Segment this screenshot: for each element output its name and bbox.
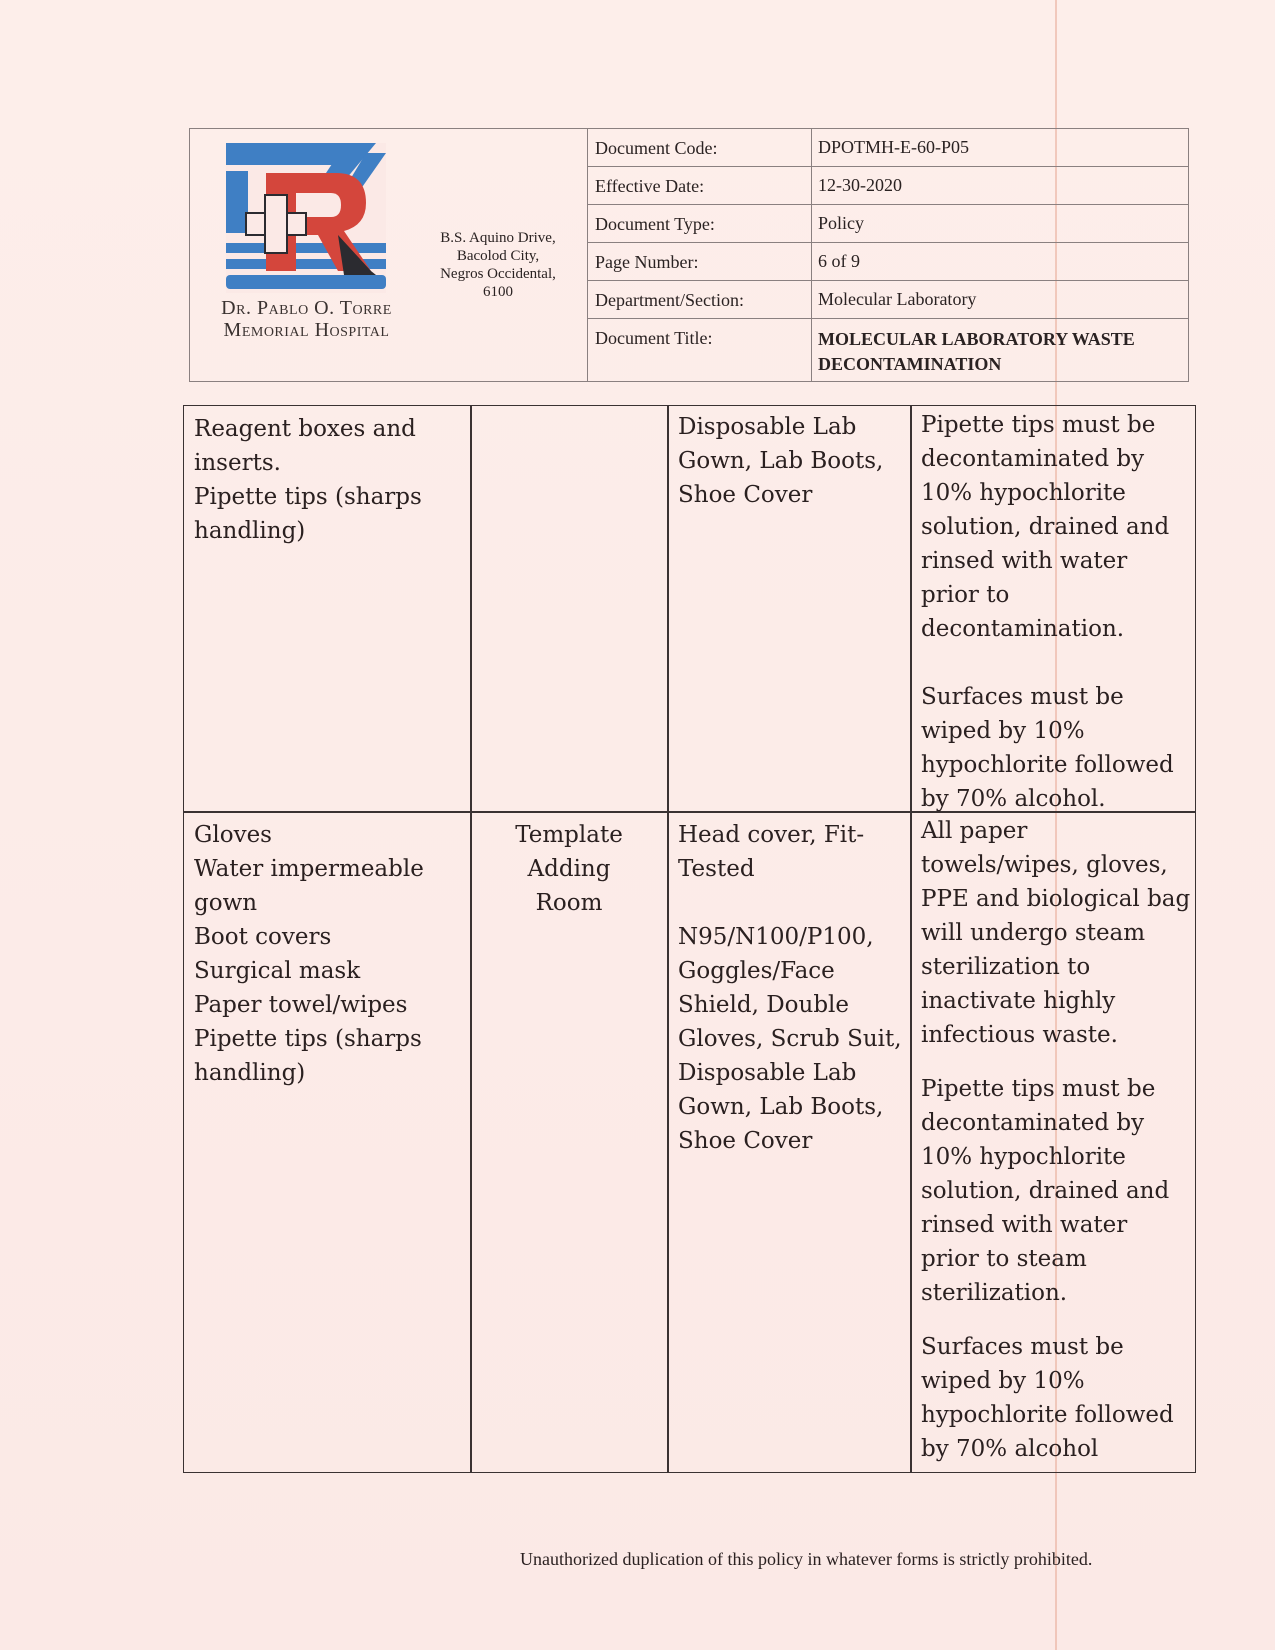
- department-row: [588, 281, 1188, 319]
- cell-text-line: Reagent boxes and: [194, 416, 416, 442]
- document-title-line: DECONTAMINATION: [818, 354, 1002, 374]
- document-code-value: DPOTMH-E-60-P05: [818, 137, 969, 157]
- cell-text-line: Gloves, Scrub Suit,: [678, 1026, 902, 1052]
- cell-text-line: wiped by 10%: [921, 1368, 1085, 1394]
- table-cell-waste: [194, 412, 464, 548]
- hospital-logo-icon: [226, 143, 386, 293]
- cell-text-line: Disposable Lab: [678, 414, 857, 440]
- table-cell-ppe: [678, 818, 906, 1158]
- cell-text-line: All paper: [921, 818, 1028, 844]
- cell-text-line: solution, drained and: [921, 514, 1170, 540]
- table-cell-procedure: [921, 814, 1193, 1466]
- cell-text-line: gown: [194, 890, 258, 916]
- cell-text-line: Pipette tips must be: [921, 1076, 1156, 1102]
- hospital-name-line1: Dr. Pablo O. Torre: [221, 297, 392, 319]
- address-line: 6100: [483, 284, 513, 300]
- cell-text-line: Adding: [527, 856, 611, 882]
- cell-text-line: rinsed with water: [921, 1212, 1128, 1238]
- cell-text-line: by 70% alcohol: [921, 1436, 1099, 1462]
- cell-text-line: hypochlorite followed: [921, 1402, 1174, 1428]
- cell-text-line: Surfaces must be: [921, 1334, 1124, 1360]
- document-info-table: [588, 129, 1188, 381]
- document-code-label: Document Code:: [588, 129, 812, 166]
- table-cell-waste: [194, 818, 464, 1090]
- document-code-row: [588, 129, 1188, 167]
- cell-text-line: Gloves: [194, 822, 272, 848]
- cell-text-line: Paper towel/wipes: [194, 992, 408, 1018]
- cell-text-line: inserts.: [194, 450, 281, 476]
- cell-text-line: rinsed with water: [921, 548, 1128, 574]
- effective-date-row: [588, 167, 1188, 205]
- cell-text-line: sterilization to: [921, 954, 1091, 980]
- cell-text-line: prior to steam: [921, 1246, 1087, 1272]
- document-title-label: Document Title:: [588, 319, 812, 381]
- cell-text-line: Water impermeable: [194, 856, 424, 882]
- address-line: B.S. Aquino Drive,: [440, 230, 556, 246]
- cell-text-line: wiped by 10%: [921, 718, 1085, 744]
- column-divider: [667, 406, 669, 1472]
- address-line: Negros Occidental,: [440, 266, 556, 282]
- document-type-value: Policy: [818, 213, 865, 233]
- cell-text-line: Shoe Cover: [678, 1128, 813, 1154]
- cell-text-line: Surfaces must be: [921, 684, 1124, 710]
- cell-text-line: Tested: [678, 856, 755, 882]
- cell-text-line: will undergo steam: [921, 920, 1146, 946]
- cell-text-line: handling): [194, 518, 306, 544]
- cell-text-line: decontamination.: [921, 616, 1125, 642]
- cell-text-line: 10% hypochlorite: [921, 480, 1126, 506]
- effective-date-value: 12-30-2020: [818, 175, 902, 195]
- cell-text-line: decontaminated by: [921, 1110, 1145, 1136]
- document-type-label: Document Type:: [588, 205, 812, 242]
- cell-text-line: sterilization.: [921, 1280, 1068, 1306]
- document-title-value: [812, 319, 1188, 381]
- cell-text-line: Boot covers: [194, 924, 332, 950]
- cell-text-line: Shoe Cover: [678, 482, 813, 508]
- cell-text-line: Pipette tips (sharps: [194, 1026, 422, 1052]
- document-title-line: MOLECULAR LABORATORY WASTE: [818, 329, 1135, 349]
- cell-text-line: N95/N100/P100,: [678, 924, 874, 950]
- page-number-value: 6 of 9: [818, 251, 860, 271]
- cell-text-line: Gown, Lab Boots,: [678, 448, 884, 474]
- cell-text-line: Head cover, Fit-: [678, 822, 865, 848]
- table-cell-ppe: [678, 410, 906, 512]
- hospital-name: [190, 297, 423, 341]
- cell-text-line: Disposable Lab: [678, 1060, 857, 1086]
- address-line: Bacolod City,: [456, 248, 540, 264]
- cell-text-line: Surgical mask: [194, 958, 361, 984]
- document-header: [189, 128, 1189, 382]
- cell-text-line: decontaminated by: [921, 446, 1145, 472]
- footer-notice: Unauthorized duplication of this policy in whatever forms is strictly prohibited.: [520, 1549, 1093, 1569]
- table-cell-procedure: [921, 408, 1191, 816]
- waste-decontamination-table: [183, 405, 1196, 1473]
- page-number-row: [588, 243, 1188, 281]
- document-type-row: [588, 205, 1188, 243]
- cell-text-line: Pipette tips (sharps: [194, 484, 422, 510]
- cell-text-line: towels/wipes, gloves,: [921, 852, 1168, 878]
- cell-text-line: Goggles/Face: [678, 958, 835, 984]
- cell-text-line: inactivate highly: [921, 988, 1116, 1014]
- cell-text-line: Pipette tips must be: [921, 412, 1156, 438]
- column-divider: [470, 406, 472, 1472]
- cell-text-line: prior to: [921, 582, 1010, 608]
- cell-text-line: infectious waste.: [921, 1022, 1118, 1048]
- table-cell-area: [474, 818, 664, 920]
- page-number-label: Page Number:: [588, 243, 812, 280]
- cell-text-line: handling): [194, 1060, 306, 1086]
- cell-text-line: hypochlorite followed: [921, 752, 1174, 778]
- cell-text-line: solution, drained and: [921, 1178, 1170, 1204]
- department-label: Department/Section:: [588, 281, 812, 318]
- hospital-name-line2: Memorial Hospital: [223, 319, 390, 341]
- cell-text-line: by 70% alcohol.: [921, 786, 1106, 812]
- hospital-identity: [190, 129, 588, 381]
- cell-text-line: Shield, Double: [678, 992, 850, 1018]
- department-value: Molecular Laboratory: [818, 289, 977, 309]
- cell-text-line: 10% hypochlorite: [921, 1144, 1126, 1170]
- cell-text-line: Gown, Lab Boots,: [678, 1094, 884, 1120]
- cell-text-line: Template: [515, 822, 623, 848]
- column-divider: [910, 406, 912, 1472]
- hospital-address: [416, 229, 580, 301]
- effective-date-label: Effective Date:: [588, 167, 812, 204]
- document-title-row: [588, 319, 1188, 381]
- cell-text-line: PPE and biological bag: [921, 886, 1191, 912]
- cell-text-line: Room: [535, 890, 603, 916]
